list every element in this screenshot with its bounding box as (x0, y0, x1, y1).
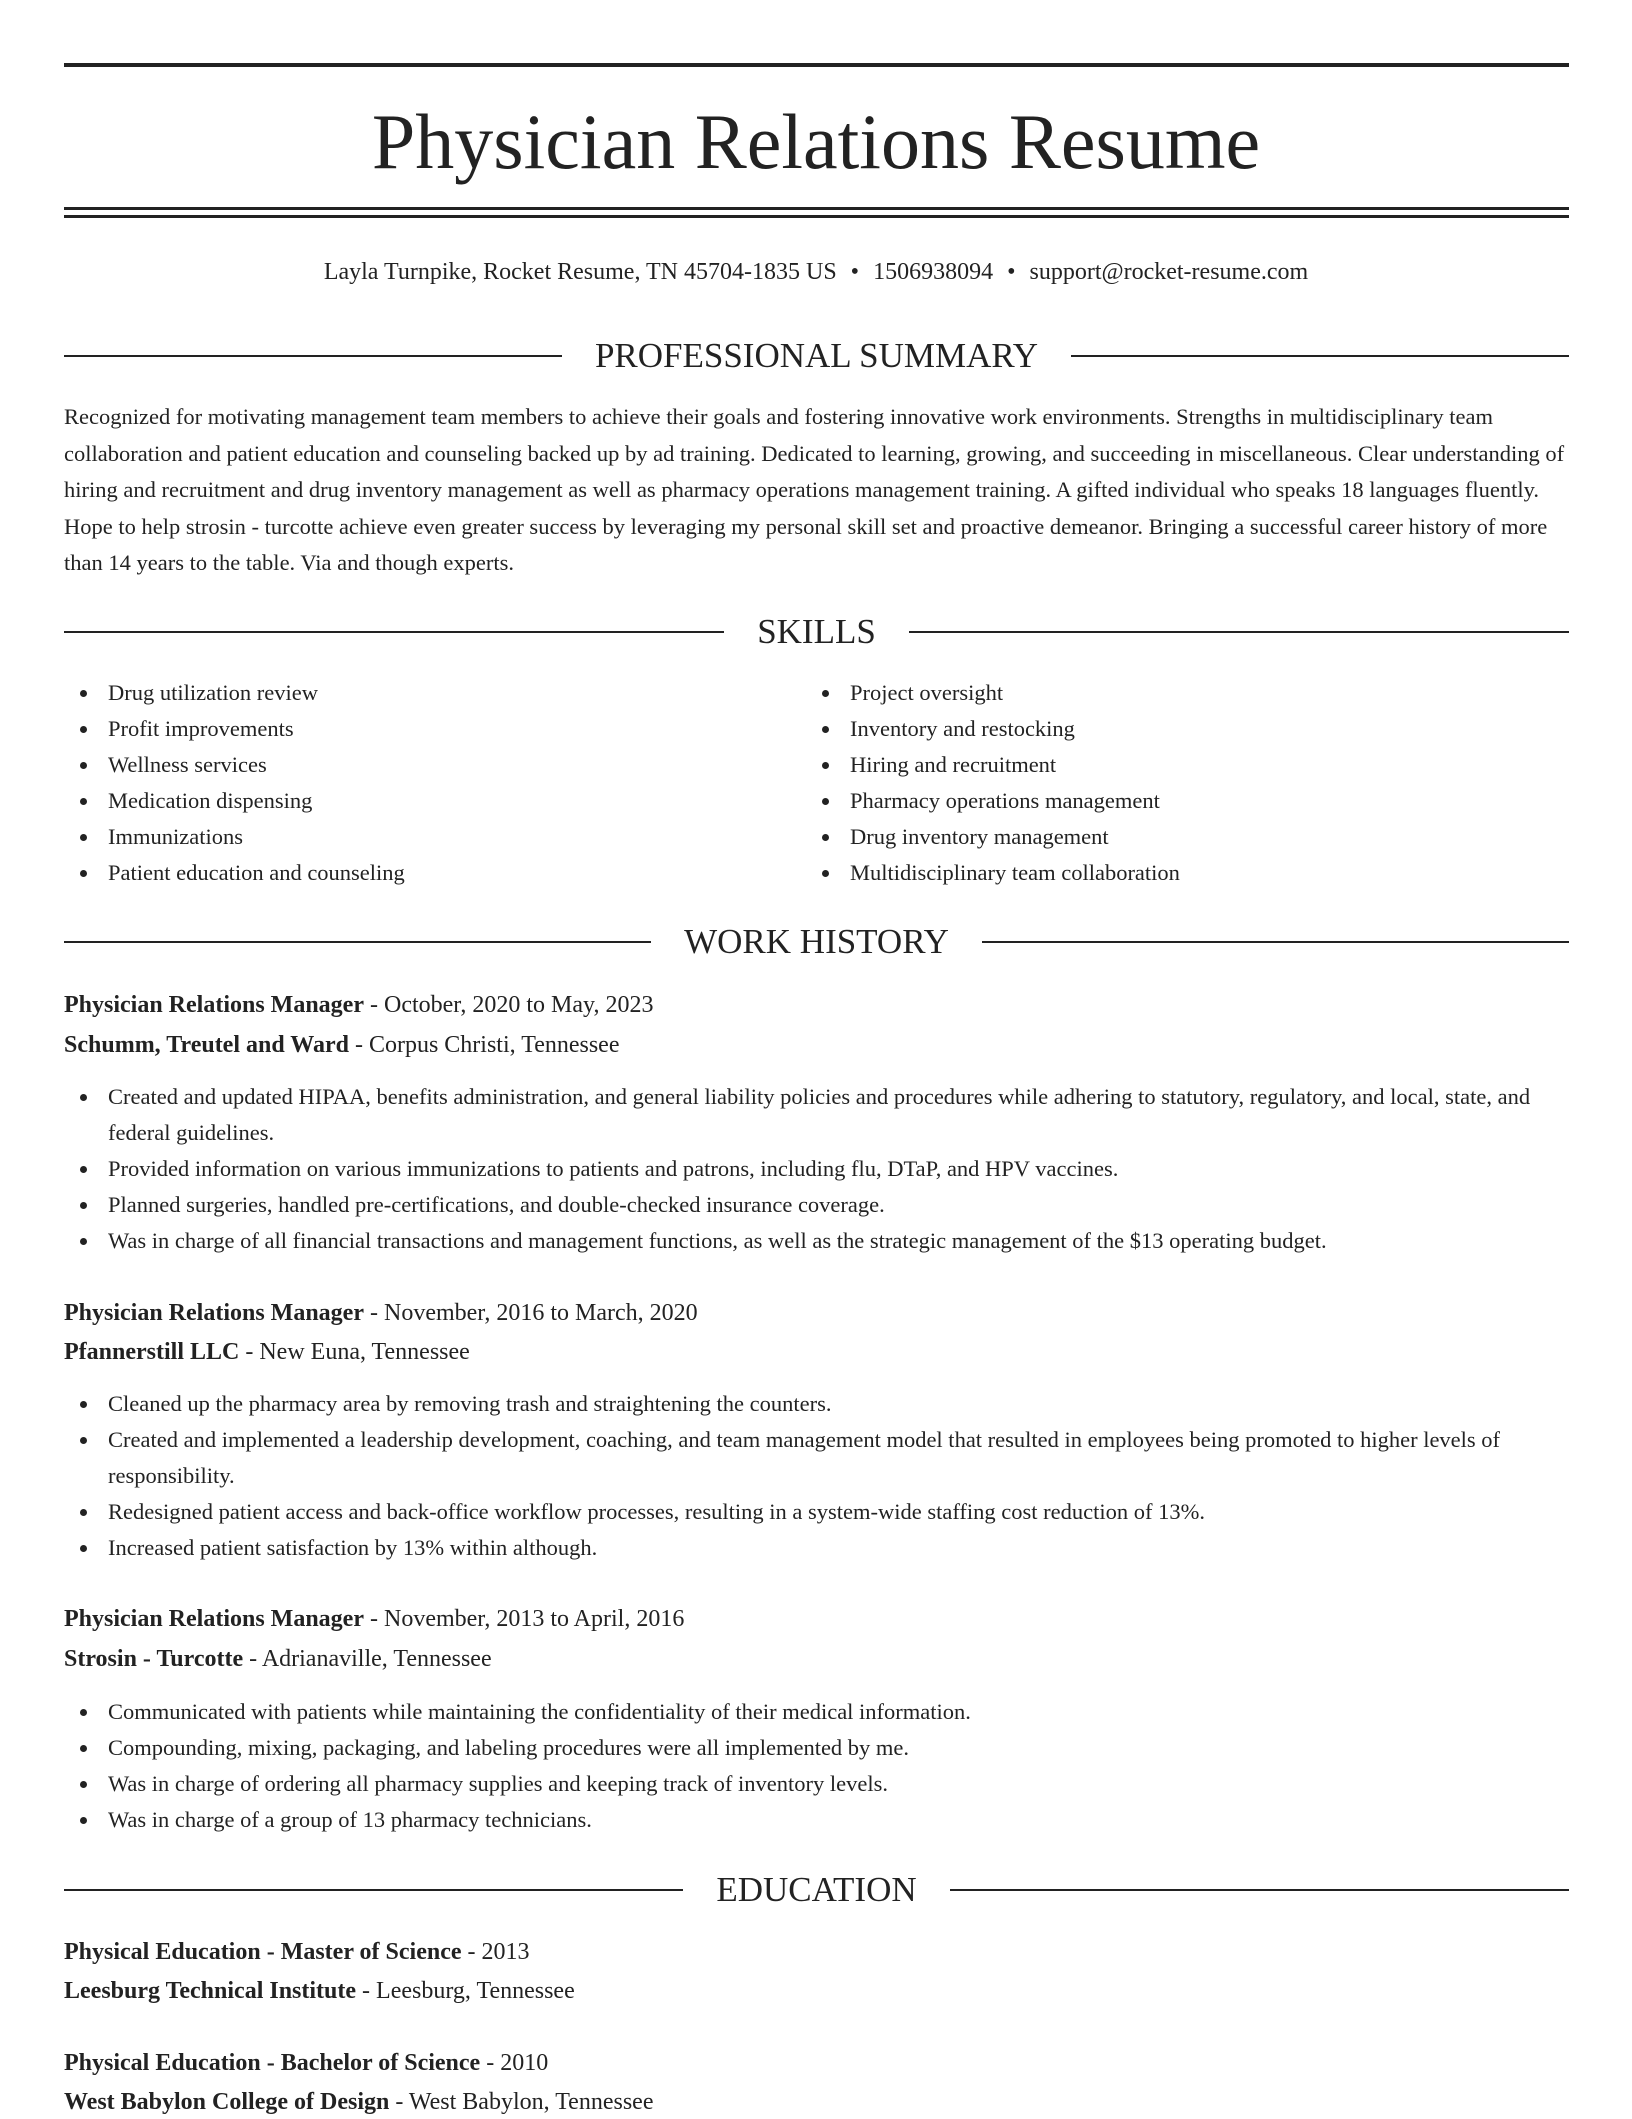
section-title: SKILLS (757, 612, 876, 651)
section-header-education (64, 1870, 1569, 1910)
job-company: Strosin - Turcotte (64, 1646, 244, 1672)
skill-item: Inventory and restocking (806, 711, 1546, 747)
skills-list-right (806, 675, 1546, 891)
job-bullet: Planned surgeries, handled pre-certifications, and double-checked insurance coverage. (64, 1187, 1569, 1223)
education-school: Leesburg Technical Institute (64, 1978, 357, 2004)
skill-item: Medication dispensing (64, 783, 804, 819)
job-location: Corpus Christi, Tennessee (368, 1032, 620, 1058)
skill-item: Wellness services (64, 747, 804, 783)
divider (64, 631, 724, 633)
job-bullet: Was in charge of ordering all pharmacy supplies and keeping track of inventory levels. (64, 1766, 1569, 1802)
job-bullets (64, 1694, 1569, 1838)
job-dates: November, 2016 to March, 2020 (384, 1300, 698, 1326)
education-degree-line: Physical Education - Master of Science - 2013 (64, 1939, 530, 1965)
job-company: Pfannerstill LLC (64, 1339, 240, 1365)
job-bullets (64, 1386, 1569, 1566)
divider (64, 941, 651, 943)
education-year: 2010 (500, 2050, 549, 2076)
education-school-line: Leesburg Technical Institute - Leesburg, Tennessee (64, 1978, 575, 2004)
divider (950, 1889, 1569, 1891)
divider (64, 1889, 683, 1891)
contact-address: Layla Turnpike, Rocket Resume, TN 45704-1835 US (323, 259, 837, 285)
contact-email: support@rocket-resume.com (1029, 259, 1309, 285)
education-degree: Physical Education - Master of Science (64, 1939, 462, 1965)
skill-item: Patient education and counseling (64, 855, 804, 891)
contact-separator: • (850, 259, 860, 285)
education-school-line: West Babylon College of Design - West Babylon, Tennessee (64, 2089, 654, 2115)
skill-item: Immunizations (64, 819, 804, 855)
education-degree-line: Physical Education - Bachelor of Science - 2010 (64, 2050, 549, 2076)
page-title: Physician Relations Resume (371, 98, 1261, 185)
skill-item: Drug inventory management (806, 819, 1546, 855)
divider (909, 631, 1569, 633)
job-company-line: Strosin - Turcotte - Adrianaville, Tennessee (64, 1646, 492, 1672)
job-title-line: Physician Relations Manager - November, 2013 to April, 2016 (64, 1606, 685, 1632)
job-bullets (64, 1079, 1569, 1259)
job-bullet: Increased patient satisfaction by 13% within although. (64, 1530, 1569, 1566)
job-location: New Euna, Tennessee (259, 1339, 470, 1365)
job-bullet: Provided information on various immunizations to patients and patrons, including flu, DTaP, and HPV vaccines. (64, 1151, 1569, 1187)
section-header-summary (64, 336, 1569, 376)
divider (64, 355, 562, 357)
education-location: Leesburg, Tennessee (376, 1978, 575, 2004)
job-bullet: Created and implemented a leadership development, coaching, and team management model that resulted in employees being promoted to higher levels of responsibility. (64, 1422, 1569, 1494)
job-company-line: Schumm, Treutel and Ward - Corpus Christi, Tennessee (64, 1032, 620, 1058)
education-degree: Physical Education - Bachelor of Science (64, 2050, 481, 2076)
section-title: PROFESSIONAL SUMMARY (594, 336, 1039, 375)
title-rule-lower (64, 215, 1569, 218)
job-dates: October, 2020 to May, 2023 (384, 992, 654, 1018)
skill-item: Profit improvements (64, 711, 804, 747)
skill-item: Multidisciplinary team collaboration (806, 855, 1546, 891)
summary-text: Recognized for motivating management team members to achieve their goals and fostering innovative work environments. Strengths in multidisciplinary team collaboration and patient education and counseling backed up by ad training. Dedicated to learning, growing, and succeeding in miscellaneous. Clear understanding of hiring and recruitment and drug inventory management as well as pharmacy operations management training. A gifted individual who speaks 18 languages fluently. Hope to help strosin - turcotte achieve even greater success by leveraging my personal skill set and proactive demeanor. Bringing a successful career history of more than 14 years to the table. Via and though experts. (64, 404, 1565, 575)
job-bullet: Created and updated HIPAA, benefits administration, and general liability policies and procedures while adhering to statutory, regulatory, and local, state, and federal guidelines. (64, 1079, 1569, 1151)
education-location: West Babylon, Tennessee (408, 2089, 654, 2115)
contact-phone: 1506938094 (873, 259, 994, 285)
divider (1071, 355, 1569, 357)
title-rule-upper (64, 207, 1569, 210)
job-title: Physician Relations Manager (64, 1606, 364, 1632)
job-bullet: Was in charge of all financial transactions and management functions, as well as the strategic management of the $13 operating budget. (64, 1223, 1569, 1259)
skill-item: Drug utilization review (64, 675, 804, 711)
skills-list-left (64, 675, 804, 891)
section-header-work-history (64, 922, 1569, 962)
job-company-line: Pfannerstill LLC - New Euna, Tennessee (64, 1339, 470, 1365)
job-title: Physician Relations Manager (64, 1300, 364, 1326)
job-title-line: Physician Relations Manager - October, 2020 to May, 2023 (64, 992, 654, 1018)
section-title: WORK HISTORY (684, 922, 949, 961)
skill-item: Pharmacy operations management (806, 783, 1546, 819)
job-bullet: Communicated with patients while maintaining the confidentiality of their medical information. (64, 1694, 1569, 1730)
job-dates: November, 2013 to April, 2016 (384, 1606, 685, 1632)
education-year: 2013 (481, 1939, 530, 1965)
section-title: EDUCATION (716, 1870, 917, 1909)
skill-item: Project oversight (806, 675, 1546, 711)
job-title: Physician Relations Manager (64, 992, 364, 1018)
education-school: West Babylon College of Design (64, 2089, 390, 2115)
job-bullet: Compounding, mixing, packaging, and labeling procedures were all implemented by me. (64, 1730, 1569, 1766)
top-rule (64, 63, 1569, 67)
job-title-line: Physician Relations Manager - November, 2016 to March, 2020 (64, 1300, 698, 1326)
section-header-skills (64, 612, 1569, 652)
divider (982, 941, 1569, 943)
job-bullet: Was in charge of a group of 13 pharmacy technicians. (64, 1802, 1569, 1838)
job-bullet: Cleaned up the pharmacy area by removing trash and straightening the counters. (64, 1386, 1569, 1422)
job-company: Schumm, Treutel and Ward (64, 1032, 349, 1058)
skill-item: Hiring and recruitment (806, 747, 1546, 783)
job-bullet: Redesigned patient access and back-office workflow processes, resulting in a system-wide staffing cost reduction of 13%. (64, 1494, 1569, 1530)
job-location: Adrianaville, Tennessee (261, 1646, 492, 1672)
contact-line (0, 256, 1632, 288)
contact-separator: • (1007, 259, 1016, 285)
